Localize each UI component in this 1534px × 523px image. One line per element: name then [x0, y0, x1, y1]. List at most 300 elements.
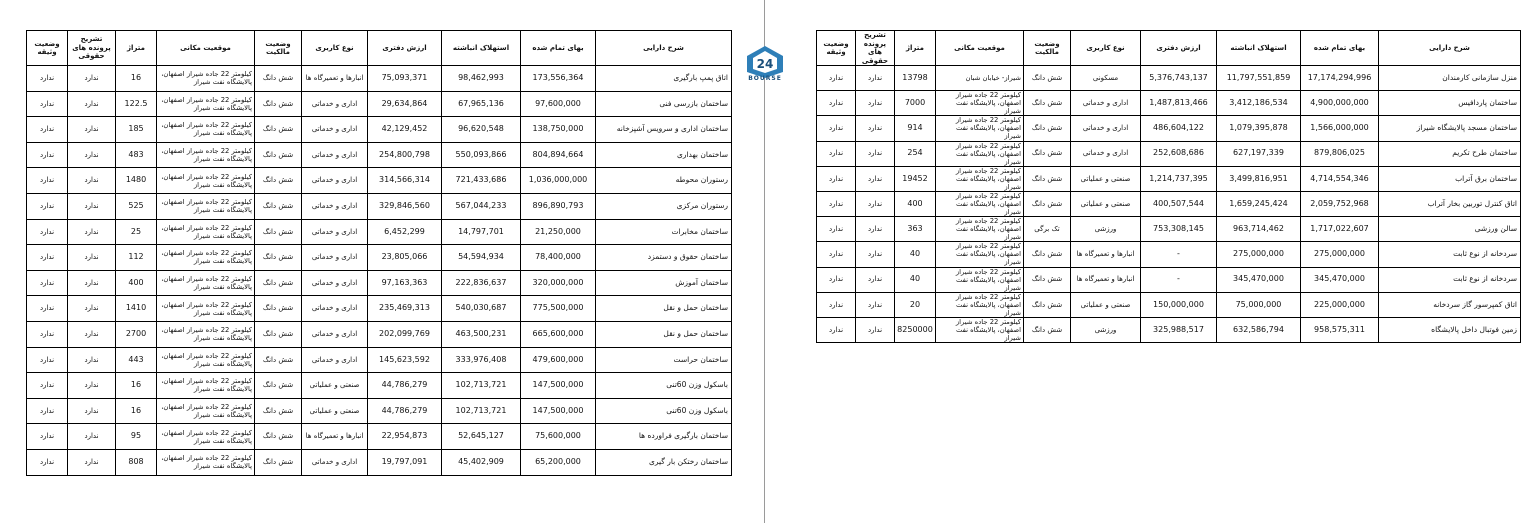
cell-location: کیلومتر 22 جاده شیراز اصفهان، پالایشگاه نفت شیراز: [936, 292, 1024, 317]
cell-area: 185: [116, 117, 157, 143]
cell-legal: ندارد: [68, 66, 116, 92]
cell-description: ساختمان حمل و نقل: [596, 321, 732, 347]
cell-cost: 775,500,000: [521, 296, 596, 322]
cell-legal: ندارد: [68, 245, 116, 271]
cell-area: 13798: [895, 66, 936, 91]
cell-book-value: 22,954,873: [368, 424, 442, 450]
cell-ownership: شش دانگ: [255, 347, 302, 373]
cell-usage: ورزشی: [1071, 217, 1141, 242]
cell-usage: اداری و خدماتی: [302, 168, 368, 194]
cell-location: کیلومتر 22 جاده شیراز اصفهان، پالایشگاه نفت شیراز: [936, 166, 1024, 191]
cell-area: 363: [895, 217, 936, 242]
cell-depreciation: 3,412,186,534: [1217, 91, 1301, 116]
cell-usage: صنعتی و عملیاتی: [302, 398, 368, 424]
cell-book-value: 19,797,091: [368, 449, 442, 475]
cell-legal: ندارد: [68, 398, 116, 424]
cell-description: ساختمان مسجد پالایشگاه شیراز: [1379, 116, 1521, 141]
cell-usage: انبارها و تعمیرگاه ها: [302, 66, 368, 92]
col-header-description: شرح دارایی: [1379, 31, 1521, 66]
cell-book-value: 145,623,592: [368, 347, 442, 373]
cell-book-value: 329,846,560: [368, 193, 442, 219]
cell-book-value: 97,163,363: [368, 270, 442, 296]
cell-book-value: 254,800,798: [368, 142, 442, 168]
cell-collateral: ندارد: [27, 66, 68, 92]
col-header-usage: نوع کاربری: [1071, 31, 1141, 66]
col-header-area: متراژ: [895, 31, 936, 66]
cell-collateral: ندارد: [27, 168, 68, 194]
cell-collateral: ندارد: [27, 449, 68, 475]
cell-cost: 345,470,000: [1301, 267, 1379, 292]
right-table-body: [817, 66, 1521, 343]
table-row: [817, 166, 1521, 191]
table-row: [27, 66, 732, 92]
cell-ownership: شش دانگ: [255, 91, 302, 117]
cell-location: کیلومتر 22 جاده شیراز اصفهان، پالایشگاه نفت شیراز: [936, 317, 1024, 342]
cell-area: 16: [116, 66, 157, 92]
table-row: [27, 296, 732, 322]
table-row: [27, 270, 732, 296]
cell-area: 16: [116, 373, 157, 399]
cell-ownership: شش دانگ: [1024, 242, 1071, 267]
cell-collateral: ندارد: [27, 245, 68, 271]
cell-usage: اداری و خدماتی: [1071, 91, 1141, 116]
cell-book-value: 44,786,279: [368, 373, 442, 399]
cell-cost: 320,000,000: [521, 270, 596, 296]
cell-ownership: شش دانگ: [255, 424, 302, 450]
cell-area: 25: [116, 219, 157, 245]
cell-book-value: 235,469,313: [368, 296, 442, 322]
cell-depreciation: 11,797,551,859: [1217, 66, 1301, 91]
cell-ownership: شش دانگ: [1024, 166, 1071, 191]
table-row: [27, 398, 732, 424]
cell-legal: ندارد: [68, 117, 116, 143]
cell-collateral: ندارد: [27, 91, 68, 117]
cell-location: کیلومتر 22 جاده شیراز اصفهان، پالایشگاه نفت شیراز: [936, 141, 1024, 166]
cell-description: ساختمان حقوق و دستمزد: [596, 245, 732, 271]
cell-legal: ندارد: [856, 191, 895, 216]
cell-cost: 879,806,025: [1301, 141, 1379, 166]
cell-usage: اداری و خدماتی: [302, 91, 368, 117]
table-row: [27, 245, 732, 271]
cell-area: 112: [116, 245, 157, 271]
col-header-area: متراژ: [116, 31, 157, 66]
cell-cost: 147,500,000: [521, 398, 596, 424]
table-row: [817, 91, 1521, 116]
left-asset-table: [26, 30, 732, 476]
cell-legal: ندارد: [68, 321, 116, 347]
cell-usage: اداری و خدماتی: [302, 245, 368, 271]
cell-description: ساختمان برق آتراب: [1379, 166, 1521, 191]
cell-collateral: ندارد: [817, 292, 856, 317]
cell-legal: ندارد: [68, 449, 116, 475]
cell-depreciation: 45,402,909: [442, 449, 521, 475]
cell-ownership: شش دانگ: [255, 142, 302, 168]
cell-usage: ورزشی: [1071, 317, 1141, 342]
cell-usage: اداری و خدماتی: [302, 142, 368, 168]
cell-description: اتاق پمپ بارگیری: [596, 66, 732, 92]
cell-book-value: 23,805,066: [368, 245, 442, 271]
table-row: [27, 347, 732, 373]
cell-usage: انبارها و تعمیرگاه ها: [1071, 267, 1141, 292]
cell-cost: 1,036,000,000: [521, 168, 596, 194]
cell-depreciation: 1,659,245,424: [1217, 191, 1301, 216]
cell-usage: صنعتی و عملیاتی: [1071, 166, 1141, 191]
cell-location: کیلومتر 22 جاده شیراز اصفهان، پالایشگاه نفت شیراز: [157, 270, 255, 296]
cell-description: ساختمان حراست: [596, 347, 732, 373]
cell-description: ساختمان مخابرات: [596, 219, 732, 245]
cell-area: 20: [895, 292, 936, 317]
cell-collateral: ندارد: [27, 117, 68, 143]
cell-area: 95: [116, 424, 157, 450]
cell-depreciation: 540,030,687: [442, 296, 521, 322]
svg-text:24: 24: [756, 57, 774, 71]
header-row: [817, 31, 1521, 66]
cell-usage: صنعتی و عملیاتی: [1071, 191, 1141, 216]
cell-area: 254: [895, 141, 936, 166]
cell-ownership: شش دانگ: [255, 321, 302, 347]
cell-description: منزل سازمانی کارمندان: [1379, 66, 1521, 91]
cell-ownership: شش دانگ: [255, 193, 302, 219]
cell-ownership: شش دانگ: [255, 373, 302, 399]
cell-legal: ندارد: [68, 193, 116, 219]
cell-ownership: شش دانگ: [255, 270, 302, 296]
cell-depreciation: 567,044,233: [442, 193, 521, 219]
col-header-cost: بهای تمام شده: [1301, 31, 1379, 66]
cell-legal: ندارد: [856, 116, 895, 141]
cell-cost: 147,500,000: [521, 373, 596, 399]
cell-area: 525: [116, 193, 157, 219]
table-row: [817, 217, 1521, 242]
cell-description: ساختمان پاردافیس: [1379, 91, 1521, 116]
col-header-location: موقعیت مکانی: [157, 31, 255, 66]
cell-description: زمین فوتبال داخل پالایشگاه: [1379, 317, 1521, 342]
cell-collateral: ندارد: [817, 166, 856, 191]
col-header-location: موقعیت مکانی: [936, 31, 1024, 66]
cell-location: کیلومتر 22 جاده شیراز اصفهان، پالایشگاه نفت شیراز: [157, 373, 255, 399]
cell-description: سردخانه از نوع ثابت: [1379, 267, 1521, 292]
cell-cost: 804,894,664: [521, 142, 596, 168]
cell-book-value: -: [1141, 242, 1217, 267]
cell-usage: انبارها و تعمیرگاه ها: [302, 424, 368, 450]
cell-book-value: 202,099,769: [368, 321, 442, 347]
table-row: [817, 267, 1521, 292]
cell-ownership: شش دانگ: [1024, 141, 1071, 166]
cell-description: ساختمان بهداری: [596, 142, 732, 168]
cell-area: 1410: [116, 296, 157, 322]
header-row: [27, 31, 732, 66]
cell-collateral: ندارد: [27, 296, 68, 322]
cell-collateral: ندارد: [817, 242, 856, 267]
cell-location: کیلومتر 22 جاده شیراز اصفهان، پالایشگاه نفت شیراز: [936, 116, 1024, 141]
cell-area: 914: [895, 116, 936, 141]
cell-ownership: شش دانگ: [255, 66, 302, 92]
table-row: [27, 193, 732, 219]
cell-usage: اداری و خدماتی: [302, 347, 368, 373]
cell-description: باسکول وزن 60تنی: [596, 373, 732, 399]
cell-legal: ندارد: [856, 66, 895, 91]
cell-book-value: 44,786,279: [368, 398, 442, 424]
cell-depreciation: 222,836,637: [442, 270, 521, 296]
cell-ownership: شش دانگ: [255, 245, 302, 271]
cell-cost: 896,890,793: [521, 193, 596, 219]
cell-depreciation: 550,093,866: [442, 142, 521, 168]
cell-cost: 479,600,000: [521, 347, 596, 373]
cell-depreciation: 275,000,000: [1217, 242, 1301, 267]
table-row: [817, 242, 1521, 267]
cell-legal: ندارد: [856, 242, 895, 267]
cell-book-value: 1,214,737,395: [1141, 166, 1217, 191]
cell-legal: ندارد: [68, 347, 116, 373]
cell-cost: 1,717,022,607: [1301, 217, 1379, 242]
cell-depreciation: 96,620,548: [442, 117, 521, 143]
cell-location: کیلومتر 22 جاده شیراز اصفهان، پالایشگاه نفت شیراز: [936, 191, 1024, 216]
cell-book-value: 75,093,371: [368, 66, 442, 92]
col-header-ownership: وضعیت مالکیت: [255, 31, 302, 66]
table-row: [27, 142, 732, 168]
cell-cost: 4,714,554,346: [1301, 166, 1379, 191]
cell-ownership: تک برگی: [1024, 217, 1071, 242]
cell-description: اتاق کمپرسور گاز سردخانه: [1379, 292, 1521, 317]
cell-depreciation: 75,000,000: [1217, 292, 1301, 317]
left-table-body: [27, 66, 732, 476]
cell-depreciation: 52,645,127: [442, 424, 521, 450]
cell-usage: انبارها و تعمیرگاه ها: [1071, 242, 1141, 267]
table-row: [27, 373, 732, 399]
cell-cost: 78,400,000: [521, 245, 596, 271]
cell-cost: 225,000,000: [1301, 292, 1379, 317]
cell-location: کیلومتر 22 جاده شیراز اصفهان، پالایشگاه نفت شیراز: [157, 219, 255, 245]
cell-cost: 173,556,364: [521, 66, 596, 92]
cell-location: کیلومتر 22 جاده شیراز اصفهان، پالایشگاه نفت شیراز: [157, 398, 255, 424]
cell-location: کیلومتر 22 جاده شیراز اصفهان، پالایشگاه نفت شیراز: [157, 449, 255, 475]
col-header-book-value: ارزش دفتری: [368, 31, 442, 66]
cell-cost: 665,600,000: [521, 321, 596, 347]
col-header-collateral: وضعیت وثیقه: [27, 31, 68, 66]
cell-collateral: ندارد: [817, 91, 856, 116]
cell-book-value: 400,507,544: [1141, 191, 1217, 216]
table-row: [27, 219, 732, 245]
table-row: [27, 321, 732, 347]
cell-area: 443: [116, 347, 157, 373]
table-row: [817, 191, 1521, 216]
cell-cost: 75,600,000: [521, 424, 596, 450]
cell-ownership: شش دانگ: [255, 117, 302, 143]
cell-legal: ندارد: [68, 424, 116, 450]
table-row: [27, 91, 732, 117]
cell-depreciation: 463,500,231: [442, 321, 521, 347]
cell-area: 7000: [895, 91, 936, 116]
cell-collateral: ندارد: [817, 191, 856, 216]
cell-ownership: شش دانگ: [1024, 66, 1071, 91]
cell-location: کیلومتر 22 جاده شیراز اصفهان، پالایشگاه نفت شیراز: [157, 321, 255, 347]
cell-description: ساختمان رختکن بار گیری: [596, 449, 732, 475]
cell-description: ساختمان آموزش: [596, 270, 732, 296]
cell-cost: 4,900,000,000: [1301, 91, 1379, 116]
cell-collateral: ندارد: [27, 321, 68, 347]
cell-depreciation: 14,797,701: [442, 219, 521, 245]
table-row: [817, 317, 1521, 342]
cell-depreciation: 3,499,816,951: [1217, 166, 1301, 191]
cell-usage: اداری و خدماتی: [302, 219, 368, 245]
cell-area: 19452: [895, 166, 936, 191]
cell-location: کیلومتر 22 جاده شیراز اصفهان، پالایشگاه نفت شیراز: [936, 91, 1024, 116]
right-asset-table: [816, 30, 1521, 343]
cell-depreciation: 98,462,993: [442, 66, 521, 92]
cell-book-value: 5,376,743,137: [1141, 66, 1217, 91]
table-row: [817, 141, 1521, 166]
cell-depreciation: 1,079,395,878: [1217, 116, 1301, 141]
cell-legal: ندارد: [68, 219, 116, 245]
col-header-usage: نوع کاربری: [302, 31, 368, 66]
cell-description: باسکول وزن 60تنی: [596, 398, 732, 424]
table-row: [27, 424, 732, 450]
col-header-description: شرح دارایی: [596, 31, 732, 66]
cell-legal: ندارد: [68, 296, 116, 322]
cell-usage: اداری و خدماتی: [302, 449, 368, 475]
col-header-book-value: ارزش دفتری: [1141, 31, 1217, 66]
cell-area: 400: [116, 270, 157, 296]
cell-book-value: 42,129,452: [368, 117, 442, 143]
cell-description: سردخانه از نوع ثابت: [1379, 242, 1521, 267]
cell-ownership: شش دانگ: [1024, 191, 1071, 216]
cell-collateral: ندارد: [27, 424, 68, 450]
cell-collateral: ندارد: [817, 66, 856, 91]
cell-description: سالن ورزشی: [1379, 217, 1521, 242]
cell-description: ساختمان طرح تکریم: [1379, 141, 1521, 166]
cell-cost: 65,200,000: [521, 449, 596, 475]
cell-collateral: ندارد: [27, 270, 68, 296]
cell-collateral: ندارد: [817, 141, 856, 166]
cell-ownership: شش دانگ: [1024, 292, 1071, 317]
cell-legal: ندارد: [68, 373, 116, 399]
cell-legal: ندارد: [68, 270, 116, 296]
cell-cost: 21,250,000: [521, 219, 596, 245]
cell-collateral: ندارد: [27, 219, 68, 245]
bourse-logo-icon: [743, 44, 787, 78]
cell-location: کیلومتر 22 جاده شیراز اصفهان، پالایشگاه نفت شیراز: [936, 242, 1024, 267]
col-header-legal: تشریح پرونده های حقوقی: [856, 31, 895, 66]
col-header-legal: تشریح پرونده های حقوقی: [68, 31, 116, 66]
cell-ownership: شش دانگ: [1024, 116, 1071, 141]
cell-ownership: شش دانگ: [1024, 91, 1071, 116]
cell-depreciation: 102,713,721: [442, 373, 521, 399]
cell-legal: ندارد: [856, 267, 895, 292]
cell-collateral: ندارد: [817, 317, 856, 342]
cell-depreciation: 102,713,721: [442, 398, 521, 424]
cell-area: 16: [116, 398, 157, 424]
cell-cost: 1,566,000,000: [1301, 116, 1379, 141]
cell-legal: ندارد: [68, 168, 116, 194]
table-row: [27, 117, 732, 143]
cell-cost: 2,059,752,968: [1301, 191, 1379, 216]
cell-collateral: ندارد: [27, 193, 68, 219]
col-header-depreciation: استهلاک انباشته: [442, 31, 521, 66]
cell-description: ساختمان بازرسی فنی: [596, 91, 732, 117]
cell-usage: اداری و خدماتی: [302, 117, 368, 143]
cell-usage: اداری و خدماتی: [1071, 141, 1141, 166]
cell-book-value: 252,608,686: [1141, 141, 1217, 166]
cell-depreciation: 632,586,794: [1217, 317, 1301, 342]
cell-area: 40: [895, 242, 936, 267]
cell-description: ساختمان بارگیری فراورده ها: [596, 424, 732, 450]
cell-legal: ندارد: [856, 292, 895, 317]
cell-book-value: 29,634,864: [368, 91, 442, 117]
cell-location: کیلومتر 22 جاده شیراز اصفهان، پالایشگاه نفت شیراز: [157, 296, 255, 322]
cell-area: 8250000: [895, 317, 936, 342]
cell-cost: 97,600,000: [521, 91, 596, 117]
cell-book-value: 6,452,299: [368, 219, 442, 245]
cell-description: ساختمان اداری و سرویس آشپزخانه: [596, 117, 732, 143]
cell-book-value: 314,566,314: [368, 168, 442, 194]
cell-legal: ندارد: [856, 166, 895, 191]
cell-description: رستوران مرکزی: [596, 193, 732, 219]
cell-area: 40: [895, 267, 936, 292]
cell-ownership: شش دانگ: [255, 296, 302, 322]
cell-cost: 275,000,000: [1301, 242, 1379, 267]
cell-book-value: 486,604,122: [1141, 116, 1217, 141]
cell-location: کیلومتر 22 جاده شیراز اصفهان، پالایشگاه نفت شیراز: [157, 66, 255, 92]
cell-usage: صنعتی و عملیاتی: [1071, 292, 1141, 317]
cell-legal: ندارد: [856, 141, 895, 166]
cell-ownership: شش دانگ: [1024, 267, 1071, 292]
cell-book-value: -: [1141, 267, 1217, 292]
cell-area: 808: [116, 449, 157, 475]
table-row: [817, 292, 1521, 317]
cell-collateral: ندارد: [817, 116, 856, 141]
cell-depreciation: 721,433,686: [442, 168, 521, 194]
cell-depreciation: 345,470,000: [1217, 267, 1301, 292]
cell-ownership: شش دانگ: [255, 219, 302, 245]
cell-ownership: شش دانگ: [255, 449, 302, 475]
cell-ownership: شش دانگ: [255, 168, 302, 194]
cell-location: کیلومتر 22 جاده شیراز اصفهان، پالایشگاه نفت شیراز: [936, 267, 1024, 292]
col-header-ownership: وضعیت مالکیت: [1024, 31, 1071, 66]
cell-book-value: 753,308,145: [1141, 217, 1217, 242]
cell-cost: 17,174,294,996: [1301, 66, 1379, 91]
cell-collateral: ندارد: [817, 217, 856, 242]
cell-depreciation: 963,714,462: [1217, 217, 1301, 242]
table-row: [27, 449, 732, 475]
cell-depreciation: 627,197,339: [1217, 141, 1301, 166]
cell-legal: ندارد: [68, 91, 116, 117]
col-header-collateral: وضعیت وثیقه: [817, 31, 856, 66]
cell-book-value: 1,487,813,466: [1141, 91, 1217, 116]
bourse-logo: [743, 44, 787, 84]
cell-area: 483: [116, 142, 157, 168]
cell-location: کیلومتر 22 جاده شیراز اصفهان، پالایشگاه نفت شیراز: [157, 347, 255, 373]
col-header-cost: بهای تمام شده: [521, 31, 596, 66]
cell-usage: صنعتی و عملیاتی: [302, 373, 368, 399]
cell-collateral: ندارد: [27, 398, 68, 424]
cell-cost: 138,750,000: [521, 117, 596, 143]
cell-area: 1480: [116, 168, 157, 194]
table-row: [27, 168, 732, 194]
cell-legal: ندارد: [856, 91, 895, 116]
table-row: [817, 66, 1521, 91]
cell-location: شیراز- خیابان شبان: [936, 66, 1024, 91]
cell-collateral: ندارد: [27, 347, 68, 373]
logo-text: BOURSE: [748, 75, 782, 82]
cell-depreciation: 54,594,934: [442, 245, 521, 271]
cell-usage: اداری و خدماتی: [302, 193, 368, 219]
cell-usage: اداری و خدماتی: [302, 296, 368, 322]
cell-location: کیلومتر 22 جاده شیراز اصفهان، پالایشگاه نفت شیراز: [157, 117, 255, 143]
cell-legal: ندارد: [68, 142, 116, 168]
cell-depreciation: 67,965,136: [442, 91, 521, 117]
cell-location: کیلومتر 22 جاده شیراز اصفهان، پالایشگاه نفت شیراز: [157, 424, 255, 450]
cell-legal: ندارد: [856, 317, 895, 342]
col-header-depreciation: استهلاک انباشته: [1217, 31, 1301, 66]
